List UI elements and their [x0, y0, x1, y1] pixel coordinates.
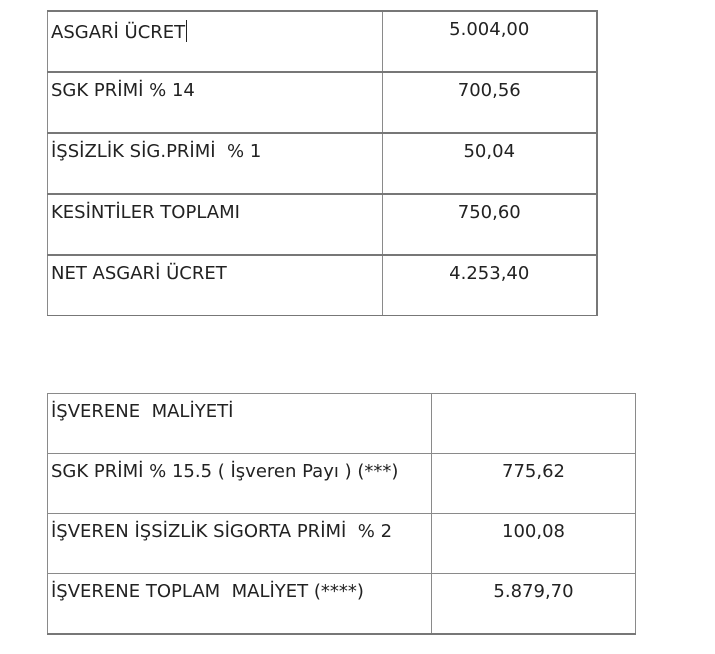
text-cursor [186, 20, 187, 42]
row-label[interactable]: SGK PRİMİ % 15.5 ( İşveren Payı ) (***) [48, 454, 432, 514]
table-row [48, 514, 636, 574]
row-value[interactable]: 4.253,40 [383, 255, 597, 316]
row-value[interactable]: 775,62 [432, 454, 636, 514]
table-row [48, 133, 597, 194]
row-value[interactable]: 50,04 [383, 133, 597, 194]
table-row [48, 574, 636, 635]
employer-cost-table [47, 393, 636, 635]
row-label[interactable] [48, 11, 383, 72]
row-label[interactable]: İŞSİZLİK SİG.PRİMİ % 1 [48, 133, 383, 194]
table-row [48, 72, 597, 133]
row-label[interactable]: İŞVERENE TOPLAM MALİYET (****) [48, 574, 432, 635]
row-value[interactable]: 750,60 [383, 194, 597, 255]
row-label[interactable]: SGK PRİMİ % 14 [48, 72, 383, 133]
row-label[interactable]: NET ASGARİ ÜCRET [48, 255, 383, 316]
row-value[interactable]: 5.879,70 [432, 574, 636, 635]
row-value[interactable] [432, 394, 636, 454]
minimum-wage-deductions-table [47, 10, 598, 316]
row-label[interactable]: KESİNTİLER TOPLAMI [48, 194, 383, 255]
row-value[interactable]: 100,08 [432, 514, 636, 574]
row-value[interactable]: 5.004,00 [383, 11, 597, 72]
table-row [48, 194, 597, 255]
table-row [48, 11, 597, 72]
row-value[interactable]: 700,56 [383, 72, 597, 133]
cell-text: ASGARİ ÜCRET [51, 22, 186, 43]
row-label[interactable]: İŞVERENE MALİYETİ [48, 394, 432, 454]
row-label[interactable]: İŞVEREN İŞSİZLİK SİGORTA PRİMİ % 2 [48, 514, 432, 574]
table-row [48, 394, 636, 454]
table-row [48, 454, 636, 514]
table-row [48, 255, 597, 316]
